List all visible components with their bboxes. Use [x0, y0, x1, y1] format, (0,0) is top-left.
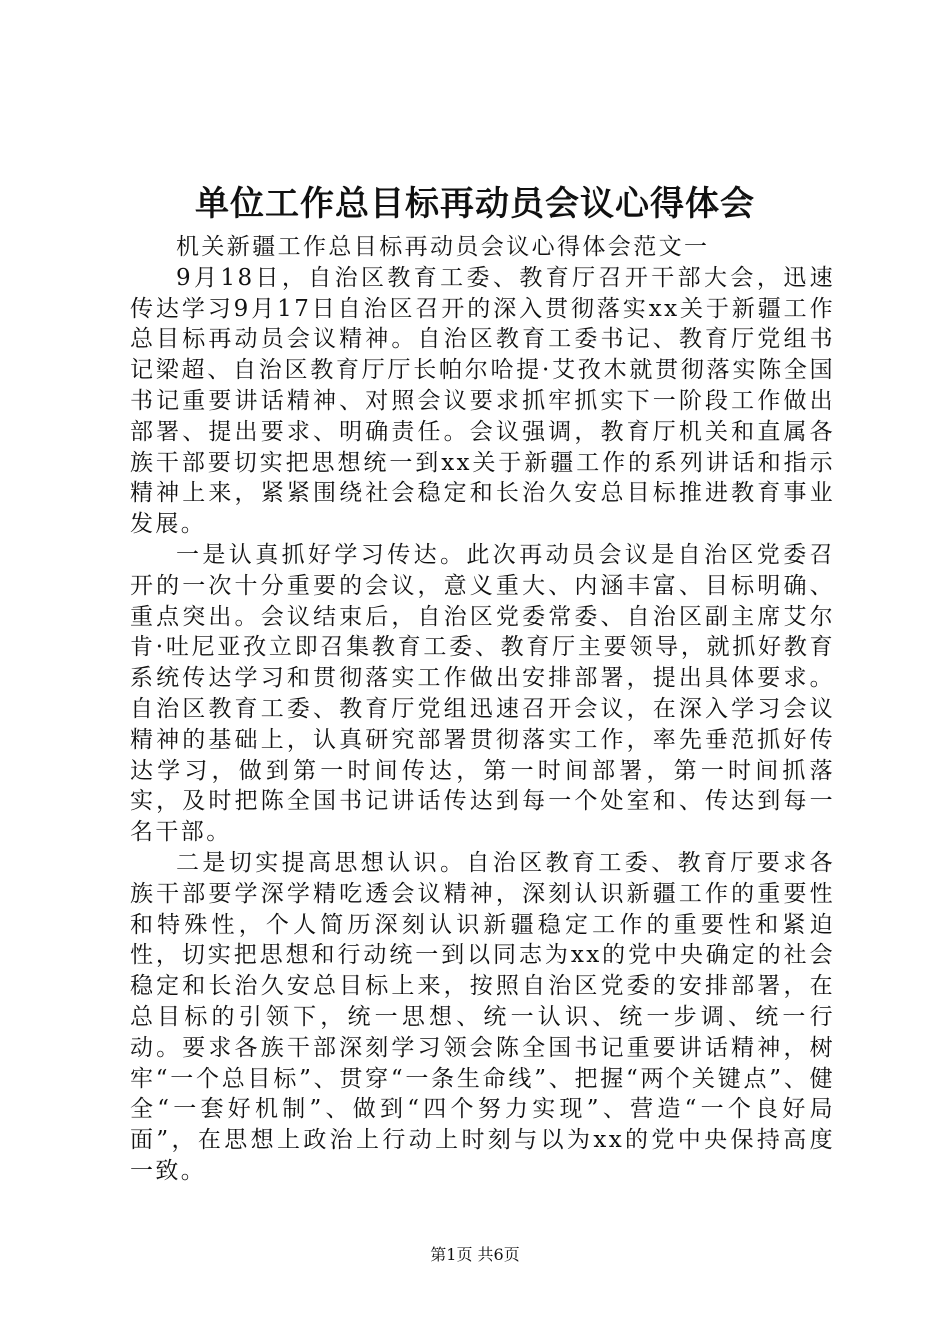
page-number: 第1页 共6页: [430, 1245, 520, 1264]
paragraph-point-one: 一是认真抓好学习传达。此次再动员会议是自治区党委召开的一次十分重要的会议，意义重大、内涵丰富、目标明确、重点突出。会议结束后，自治区党委常委、自治区副主席艾尔肯·吐尼亚孜立即召集教育工委、教育厅主要领导，就抓好教育系统传达学习和贯彻落实工作做出安排部署，提出具体要求。自治区教育工委、教育厅党组迅速召开会议，在深入学习会议精神的基础上，认真研究部署贯彻落实工作，率先垂范抓好传达学习，做到第一时间传达，第一时间部署，第一时间抓落实，及时把陈全国书记讲话传达到每一个处室和、传达到每一名干部。: [130, 541, 835, 846]
document-title: 单位工作总目标再动员会议心得体会: [195, 184, 755, 224]
paragraph-subtitle: 机关新疆工作总目标再动员会议心得体会范文一: [176, 234, 710, 260]
paragraph-point-two: 二是切实提高思想认识。自治区教育工委、教育厅要求各族干部要学深学精吃透会议精神，深刻认识新疆工作的重要性和特殊性，个人简历深刻认识新疆稳定工作的重要性和紧迫性，切实把思想和行动统一到以同志为xx的党中央确定的社会稳定和长治久安总目标上来，按照自治区党委的安排部署，在总目标的引领下，统一思想、统一认识、统一步调、统一行动。要求各族干部深刻学习领会陈全国书记重要讲话精神，树牢“一个总目标”、贯穿“一条生命线”、把握“两个关键点”、健全“一套好机制”、做到“四个努力实现”、营造“一个良好局面”，在思想上政治上行动上时刻与以为xx的党中央保持高度一致。: [130, 849, 835, 1184]
paragraph-intro: 9月18日，自治区教育工委、教育厅召开干部大会，迅速传达学习9月17日自治区召开的深入贯彻落实xx关于新疆工作总目标再动员会议精神。自治区教育工委书记、教育厅党组书记梁超、自治区教育厅厅长帕尔哈提·艾孜木就贯彻落实陈全国书记重要讲话精神、对照会议要求抓牢抓实下一阶段工作做出部署、提出要求、明确责任。会议强调，教育厅机关和直属各族干部要切实把思想统一到xx关于新疆工作的系列讲话和指示精神上来，紧紧围绕社会稳定和长治久安总目标推进教育事业发展。: [130, 264, 835, 538]
document-body: [130, 232, 835, 1187]
